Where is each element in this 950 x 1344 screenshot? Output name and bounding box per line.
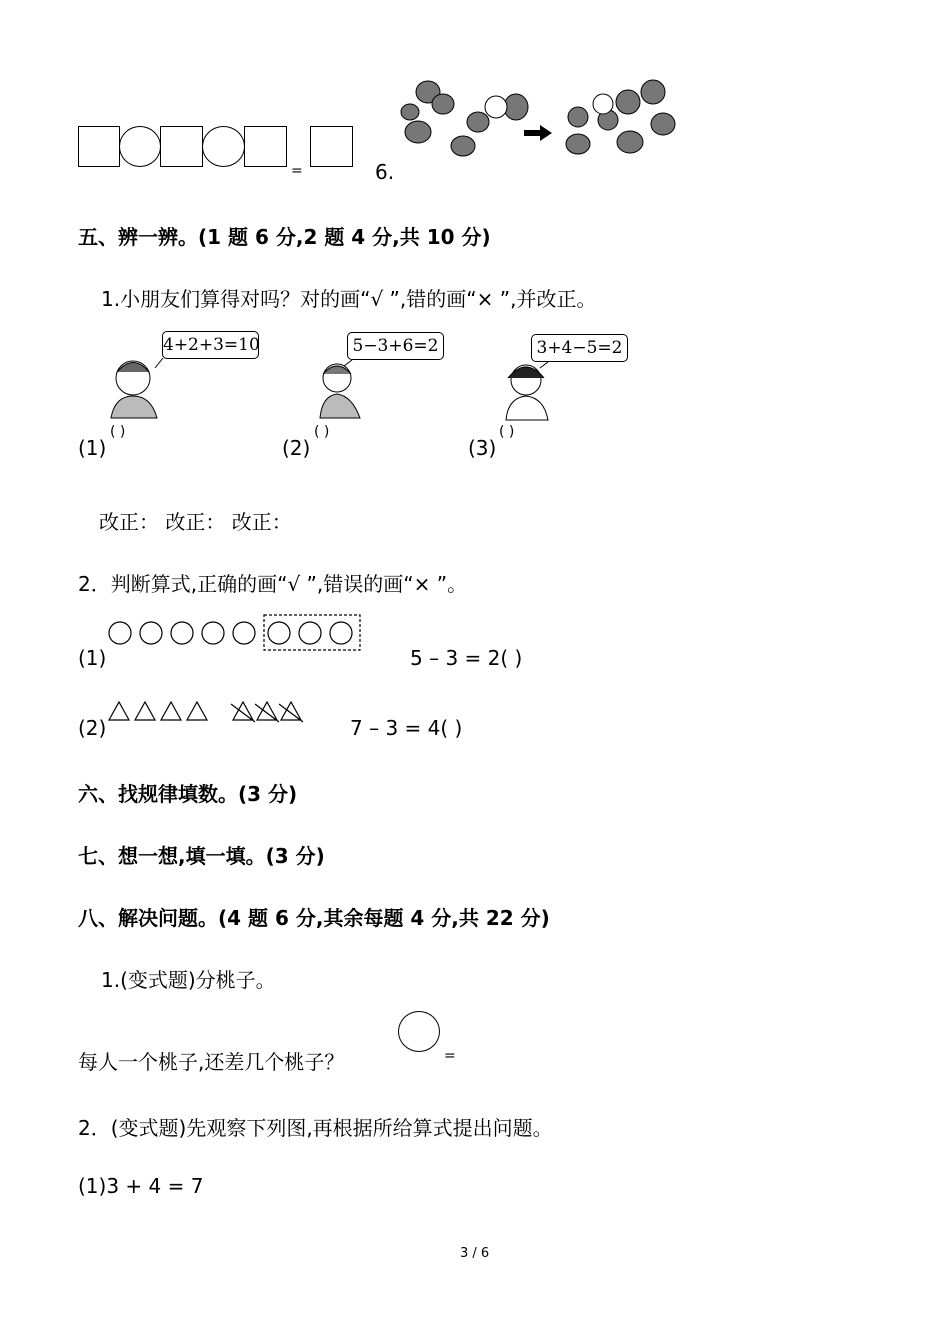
kid-answer-3[interactable]: ( ) (499, 424, 515, 440)
section8-heading: 八、解决问题。(4 题 6 分,其余每题 4 分,共 22 分) (78, 906, 550, 930)
circles-figure (104, 614, 364, 654)
triangle-crossed (255, 702, 279, 722)
page-number: 3 / 6 (460, 1246, 490, 1261)
kid-answer-1[interactable]: ( ) (110, 424, 126, 440)
kid-illustration-1 (103, 348, 173, 423)
circle (140, 622, 162, 644)
q2-2-equation[interactable]: 7 – 3 = 4( ) (350, 716, 463, 740)
circle (299, 622, 321, 644)
speech-bubble-1: 4+2+3=10 (162, 331, 259, 359)
operator-circle-1[interactable] (119, 126, 161, 167)
result-box[interactable] (310, 126, 353, 167)
circle (268, 622, 290, 644)
chick (405, 121, 431, 143)
kid-illustration-3 (498, 350, 558, 425)
triangle-crossed (231, 702, 255, 722)
kid-answer-2[interactable]: ( ) (314, 424, 330, 440)
operator-circle-2[interactable] (202, 126, 245, 167)
q2-1-equation[interactable]: 5 – 3 = 2( ) (410, 646, 523, 670)
speech-bubble-2: 5−3+6=2 (347, 332, 444, 360)
section5-q2-instruction: 2．判断算式,正确的画“√ ”,错误的画“× ”。 (78, 572, 468, 596)
q2-2-label: (2) (78, 716, 107, 740)
triangle (187, 702, 207, 720)
section5-heading: 五、辨一辨。(1 题 6 分,2 题 4 分,共 10 分) (78, 225, 491, 249)
chick (451, 136, 475, 156)
section7-heading: 七、想一想,填一填。(3 分) (78, 844, 325, 868)
chick (616, 90, 640, 114)
circle (171, 622, 193, 644)
triangle (109, 702, 129, 720)
equals-sign: = (291, 163, 303, 179)
section8-q1-question: 每人一个桃子,还差几个桃子？ (78, 1050, 345, 1074)
answer-box-2[interactable] (160, 126, 203, 167)
section8-q2-title: 2．(变式题)先观察下列图,再根据所给算式提出问题。 (78, 1116, 553, 1140)
chick (566, 134, 590, 154)
chick (568, 107, 588, 127)
triangle-crossed (279, 702, 303, 722)
circle (202, 622, 224, 644)
circle (330, 622, 352, 644)
dashed-group (264, 615, 360, 650)
speech-bubble-3: 3+4−5=2 (531, 334, 628, 362)
chick-white (593, 94, 613, 114)
chick-white (485, 96, 507, 118)
q2-1-label: (1) (78, 646, 107, 670)
triangles-figure (107, 700, 307, 730)
kid-label-2: (2) (282, 436, 311, 460)
kid-label-3: (3) (468, 436, 497, 460)
arrow-right-icon (524, 125, 552, 141)
chicks-illustration (398, 72, 688, 167)
triangle (135, 702, 155, 720)
circle (233, 622, 255, 644)
chick (432, 94, 454, 114)
operator-circle-peach[interactable] (398, 1011, 440, 1052)
answer-box-3[interactable] (244, 126, 287, 167)
section6-heading: 六、找规律填数。(3 分) (78, 782, 298, 806)
chick (641, 80, 665, 104)
chick (401, 104, 419, 120)
kid-illustration-2 (312, 348, 372, 423)
section8-q1-title: 1.(变式题)分桃子。 (101, 968, 276, 992)
chick (617, 131, 643, 153)
chick (467, 112, 489, 132)
kid-label-1: (1) (78, 436, 107, 460)
circle (109, 622, 131, 644)
answer-box-1[interactable] (78, 126, 120, 167)
question-6-label: 6. (375, 160, 395, 184)
chick (504, 94, 528, 120)
section8-q1-equals: = (444, 1048, 456, 1064)
corrections-row: 改正： 改正： 改正： (99, 510, 292, 534)
section5-q1-instruction: 1.小朋友们算得对吗？对的画“√ ”,错的画“× ”,并改正。 (101, 287, 597, 311)
triangle (161, 702, 181, 720)
chick (651, 113, 675, 135)
section8-q2-1: (1)3 + 4 = 7 (78, 1174, 204, 1198)
